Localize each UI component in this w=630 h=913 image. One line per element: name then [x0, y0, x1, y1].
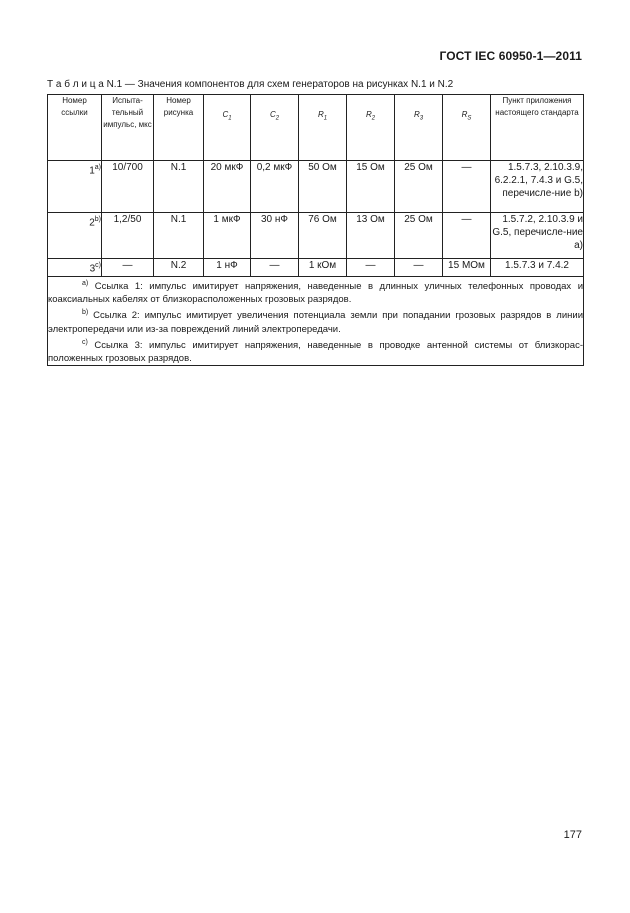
col-r2: $R_2$	[347, 95, 395, 161]
cell-impulse: 10/700	[102, 161, 154, 213]
cell-c1: 20 мкФ	[204, 161, 251, 213]
col-ref: Номер ссылки	[48, 95, 102, 161]
caption-label: Т а б л и ц а	[47, 79, 104, 90]
cell-c2: —	[251, 259, 299, 277]
page-number: 177	[563, 829, 582, 841]
cell-impulse: —	[102, 259, 154, 277]
cell-figure: N.1	[154, 161, 204, 213]
cell-clause: 1.5.7.3, 2.10.3.9, 6.2.2.1, 7.4.3 и G.5, перечисле-ние b)	[491, 161, 584, 213]
col-impulse: Испыта-тельный импульс, мкс	[102, 95, 154, 161]
cell-clause: 1.5.7.2, 2.10.3.9 и G.5, перечисле-ние a)	[491, 213, 584, 259]
cell-c1: 1 мкФ	[204, 213, 251, 259]
standard-header: ГОСТ IEC 60950-1—2011	[439, 49, 582, 63]
cell-impulse: 1,2/50	[102, 213, 154, 259]
components-table	[47, 94, 584, 366]
cell-r3: 25 Ом	[395, 161, 443, 213]
cell-figure: N.2	[154, 259, 204, 277]
table-row	[48, 213, 584, 259]
col-r3: $R_3$	[395, 95, 443, 161]
header-row	[48, 95, 584, 161]
cell-r1: 76 Ом	[299, 213, 347, 259]
cell-ref: 3$^{c)}$	[48, 259, 102, 277]
table-caption	[47, 79, 453, 90]
cell-r1: 50 Ом	[299, 161, 347, 213]
cell-r2: 13 Ом	[347, 213, 395, 259]
note-a: $^{a)}$ Ссылка 1: импульс имитирует напряжения, наведенные в длинных уличных телефонных проводах и коаксиальных кабелях от близкорасположенных грозовых разрядов.	[48, 280, 583, 306]
cell-r3: —	[395, 259, 443, 277]
note-c: $^{c)}$ Ссылка 3: импульс имитирует напряжения, наведенные в проводке антенной системы от близкорас-положенных грозовых разрядов.	[48, 338, 583, 364]
note-b: $^{b)}$ Ссылка 2: импульс имитирует увеличения потенциала земли при попадании грозовых разрядов в линии электропередачи или из-за повреждений линий электропередачи.	[48, 309, 583, 335]
cell-ref: 2$^{b)}$	[48, 213, 102, 259]
cell-rs: —	[443, 161, 491, 213]
notes-row	[48, 277, 584, 365]
col-c1: $C_1$	[204, 95, 251, 161]
cell-c1: 1 нФ	[204, 259, 251, 277]
table-notes	[48, 277, 584, 365]
col-clause: Пункт приложения настоящего стандарта	[491, 95, 584, 161]
table-row	[48, 259, 584, 277]
cell-r2: 15 Ом	[347, 161, 395, 213]
cell-r1: 1 кОм	[299, 259, 347, 277]
caption-text: N.1 — Значения компонентов для схем генераторов на рисунках N.1 и N.2	[106, 79, 454, 90]
cell-r2: —	[347, 259, 395, 277]
table-row	[48, 161, 584, 213]
cell-figure: N.1	[154, 213, 204, 259]
cell-c2: 0,2 мкФ	[251, 161, 299, 213]
cell-clause: 1.5.7.3 и 7.4.2	[491, 259, 584, 277]
col-c2: $C_2$	[251, 95, 299, 161]
cell-rs: 15 МОм	[443, 259, 491, 277]
col-rs: $R_S$	[443, 95, 491, 161]
cell-rs: —	[443, 213, 491, 259]
cell-c2: 30 нФ	[251, 213, 299, 259]
col-figure: Номер рисунка	[154, 95, 204, 161]
cell-ref: 1$^{a)}$	[48, 161, 102, 213]
cell-r3: 25 Ом	[395, 213, 443, 259]
col-r1: $R_1$	[299, 95, 347, 161]
